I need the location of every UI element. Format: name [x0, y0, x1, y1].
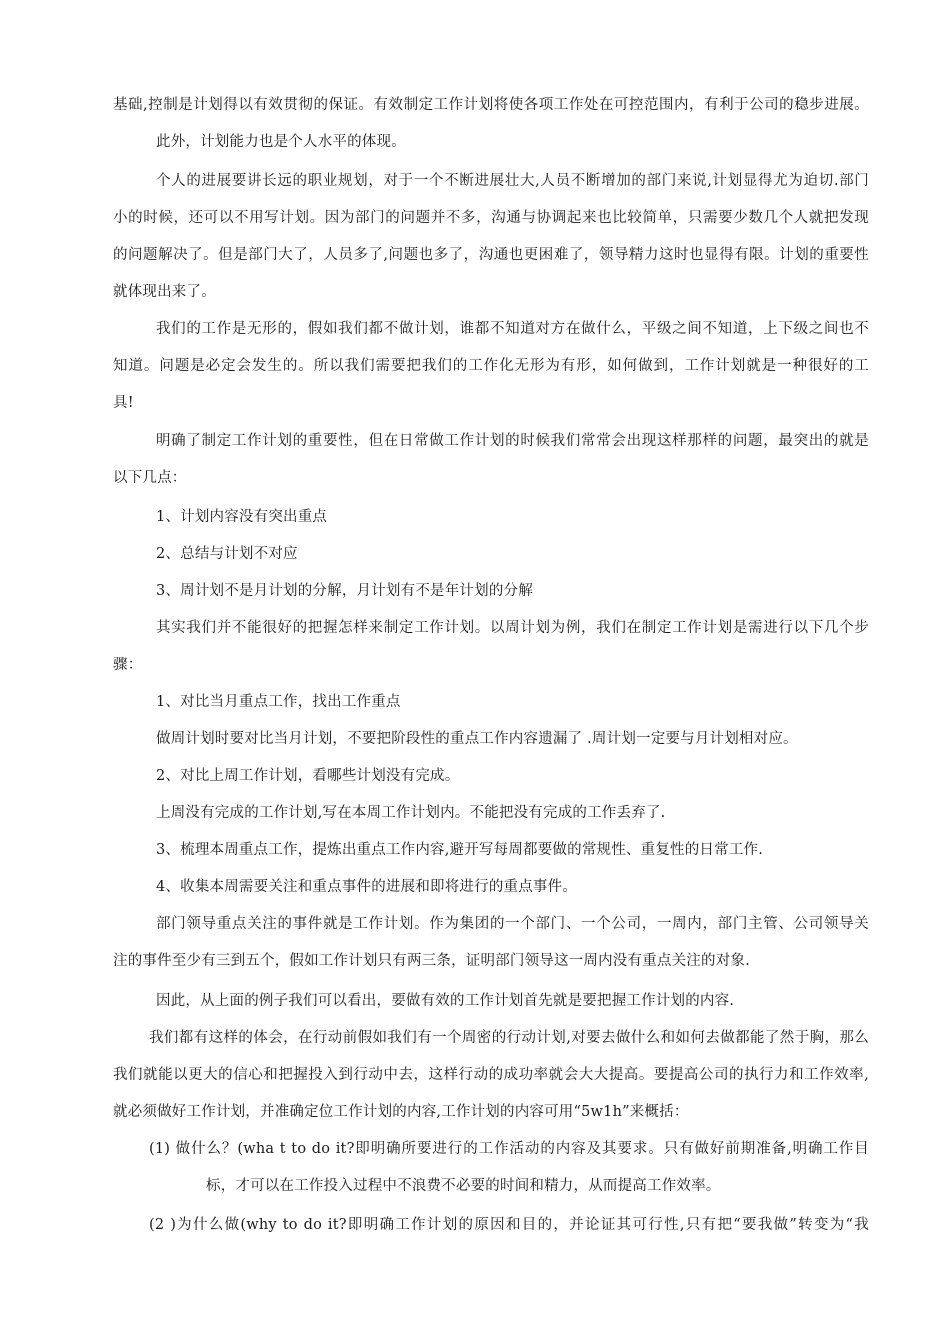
paragraph-line: 的问题解决了。但是部门大了，人员多了,问题也多了，沟通也更困难了，领导精力这时也显得有限。计划的重要性	[113, 247, 869, 263]
paragraph-line: 小的时候，还可以不用写计划。因为部门的问题并不多，沟通与协调起来也比较简单，只需要少数几个人就把发现	[113, 210, 869, 226]
paragraph-line: 就必须做好工作计划，并准确定位工作计划的内容,工作计划的内容可用“5w1h”来概括：	[113, 1104, 689, 1120]
paragraph-line: 具!	[113, 395, 134, 411]
list-item-continuation: 标，才可以在工作投入过程中不浪费不必要的时间和精力，从而提高工作效率。	[206, 1178, 721, 1194]
paragraph-line: 明确了制定工作计划的重要性，但在日常做工作计划的时候我们常常会出现这样那样的问题，最突出的就是	[156, 433, 869, 449]
paragraph-line: 骤：	[113, 657, 143, 673]
paragraph-line: 我们的工作是无形的，假如我们都不做计划，谁都不知道对方在做什么，平级之间不知道，上下级之间也不	[156, 321, 869, 337]
list-item: (2 )为什么做(why to do it?即明确工作计划的原因和目的，并论证其可行性,只有把“要我做”转变为“我	[149, 1217, 869, 1233]
paragraph-line: 部门领导重点关注的事件就是工作计划。作为集团的一个部门、一个公司，一周内，部门主管、公司领导关	[156, 916, 869, 932]
paragraph-line: 基础,控制是计划得以有效贯彻的保证。有效制定工作计划将使各项工作处在可控范围内，有利于公司的稳步进展。	[113, 97, 869, 113]
paragraph-line: 我们都有这样的体会，在行动前假如我们有一个周密的行动计划,对要去做什么和如何去做都能了然于胸，那么	[149, 1030, 869, 1046]
paragraph-line: 因此，从上面的例子我们可以看出，要做有效的工作计划首先就是要把握工作计划的内容.	[156, 993, 735, 1009]
paragraph-line: 其实我们并不能很好的把握怎样来制定工作计划。以周计划为例，我们在制定工作计划是需进行以下几个步	[156, 620, 869, 636]
list-item: 1、对比当月重点工作，找出工作重点	[156, 694, 401, 710]
paragraph-line: 知道。问题是必定会发生的。所以我们需要把我们的工作化无形为有形，如何做到，工作计划就是一种很好的工	[113, 358, 869, 374]
list-item: (1) 做什么？(wha t to do it?即明确所要进行的工作活动的内容及其要求。只有做好前期准备,明确工作目	[149, 1141, 869, 1157]
list-item: 4、收集本周需要关注和重点事件的进展和即将进行的重点事件。	[156, 879, 578, 895]
paragraph-line: 个人的进展要讲长远的职业规划，对于一个不断进展壮大,人员不断增加的部门来说,计划显得尤为迫切.部门	[156, 173, 869, 189]
paragraph-line: 就体现出来了。	[113, 284, 216, 300]
paragraph-line: 做周计划时要对比当月计划，不要把阶段性的重点工作内容遗漏了 .周计划一定要与月计划相对应。	[156, 731, 798, 747]
list-item: 1、计划内容没有突出重点	[156, 509, 328, 525]
paragraph-line: 以下几点：	[113, 470, 187, 486]
paragraph-line: 注的事件至少有三到五个，假如工作计划只有两三条，证明部门领导这一周内没有重点关注的对象.	[113, 953, 750, 969]
paragraph-line: 我们就能以更大的信心和把握投入到行动中去，这样行动的成功率就会大大提高。要提高公司的执行力和工作效率,	[113, 1067, 869, 1083]
paragraph-line: 此外，计划能力也是个人水平的体现。	[156, 134, 406, 150]
paragraph-line: 上周没有完成的工作计划,写在本周工作计划内。不能把没有完成的工作丢弃了.	[156, 805, 666, 821]
list-item: 3、周计划不是月计划的分解，月计划有不是年计划的分解	[156, 583, 533, 599]
list-item: 2、总结与计划不对应	[156, 546, 298, 562]
list-item: 2、对比上周工作计划，看哪些计划没有完成。	[156, 768, 460, 784]
list-item: 3、梳理本周重点工作，提炼出重点工作内容,避开写每周都要做的常规性、重复性的日常工作.	[156, 842, 764, 858]
